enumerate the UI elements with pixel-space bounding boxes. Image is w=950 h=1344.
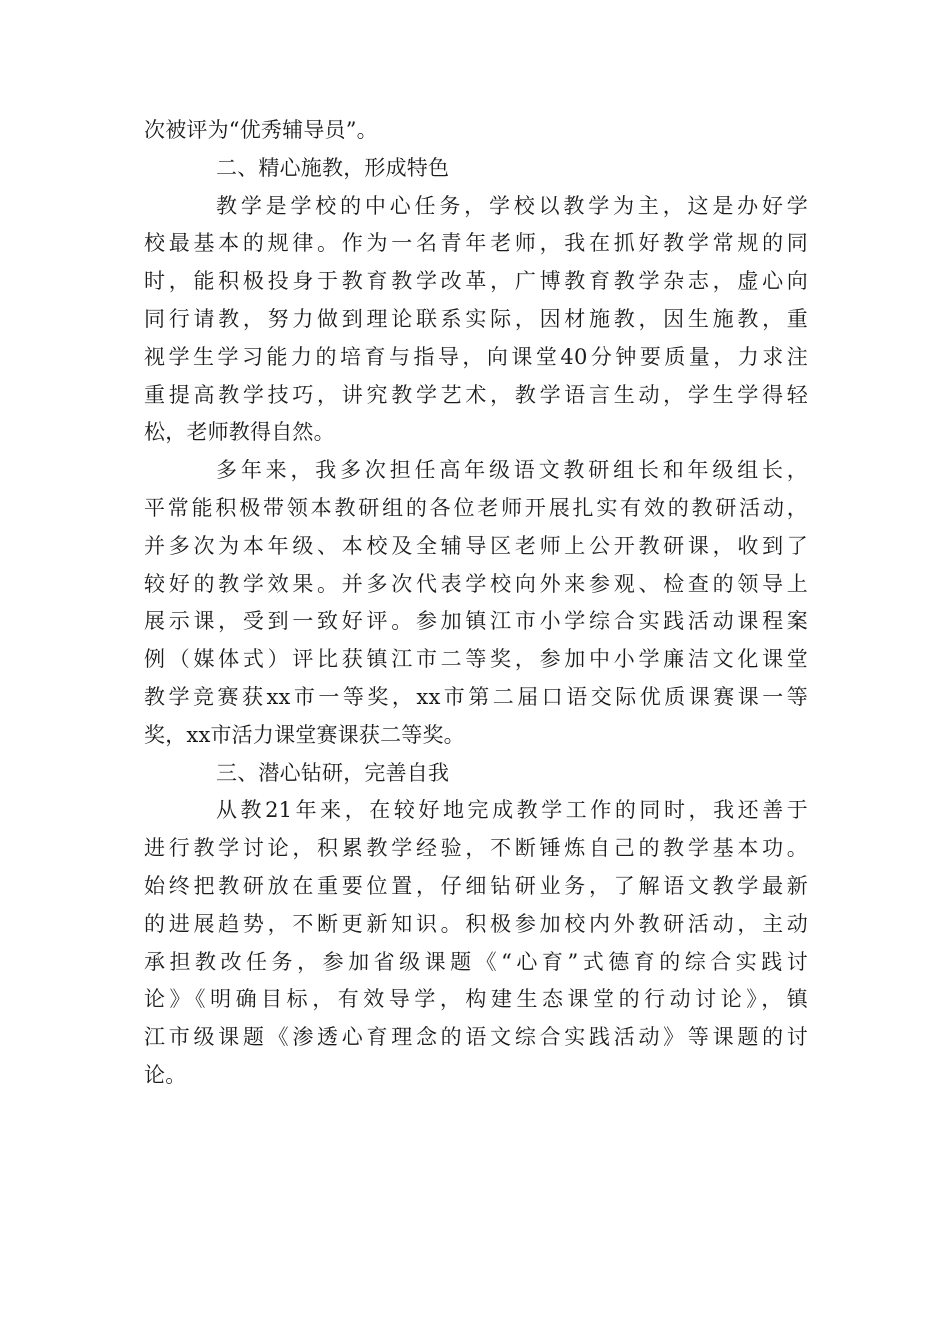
text-line: 松，老师教得自然。	[144, 420, 335, 445]
text-line: 例（媒体式）评比获镇江市二等奖，参加中小学廉洁文化课堂	[144, 647, 808, 672]
text-line: 二、精心施教，形成特色	[216, 155, 450, 180]
text-line: 同行请教，努力做到理论联系实际，因材施教，因生施教，重	[144, 306, 808, 331]
text-line: 次被评为“优秀辅导员”。	[144, 118, 378, 142]
body-paragraph	[144, 792, 808, 1094]
text-line: 展示课，受到一致好评。参加镇江市小学综合实践活动课程案	[144, 609, 808, 634]
text-line: 并多次为本年级、本校及全辅导区老师上公开教研课，收到了	[144, 533, 808, 558]
text-line: 多年来，我多次担任高年级语文教研组长和年级组长，	[216, 458, 808, 483]
body-paragraph	[144, 452, 808, 754]
text-line: 校最基本的规律。作为一名青年老师，我在抓好教学常规的同	[144, 231, 808, 256]
text-line: 论》《明确目标，有效导学，构建生态课堂的行动讨论》，镇	[144, 987, 808, 1012]
section-heading	[144, 755, 808, 793]
text-line: 的进展趋势，不断更新知识。积极参加校内外教研活动，主动	[144, 911, 808, 936]
text-line: 承担教改任务，参加省级课题《“心育”式德育的综合实践讨	[144, 949, 808, 974]
body-paragraph	[144, 112, 808, 150]
text-line: 三、潜心钻研，完善自我	[216, 760, 450, 785]
text-line: 进行教学讨论，积累教学经验，不断锤炼自己的教学基本功。	[144, 836, 808, 861]
text-line: 时，能积极投身于教育教学改革，广博教育教学杂志，虚心向	[144, 269, 808, 294]
text-line: 江市级课题《渗透心育理念的语文综合实践活动》等课题的讨	[144, 1025, 808, 1050]
text-line: 较好的教学效果。并多次代表学校向外来参观、检查的领导上	[144, 571, 808, 596]
section-heading	[144, 150, 808, 188]
text-line: 重提高教学技巧，讲究教学艺术，教学语言生动，学生学得轻	[144, 382, 808, 407]
text-line: 教学竞赛获xx市一等奖，xx市第二届口语交际优质课赛课一等	[144, 684, 808, 709]
text-line: 从教21年来，在较好地完成教学工作的同时，我还善于	[216, 798, 808, 823]
text-line: 教学是学校的中心任务，学校以教学为主，这是办好学	[216, 193, 808, 218]
text-line: 奖，xx市活力课堂赛课获二等奖。	[144, 722, 465, 747]
text-line: 平常能积极带领本教研组的各位老师开展扎实有效的教研活动，	[144, 495, 808, 520]
text-line: 论。	[144, 1062, 187, 1087]
body-paragraph	[144, 188, 808, 453]
text-line: 始终把教研放在重要位置，仔细钻研业务，了解语文教学最新	[144, 873, 808, 898]
text-line: 视学生学习能力的培育与指导，向课堂40分钟要质量，力求注	[144, 344, 808, 369]
document-body	[144, 112, 808, 1095]
